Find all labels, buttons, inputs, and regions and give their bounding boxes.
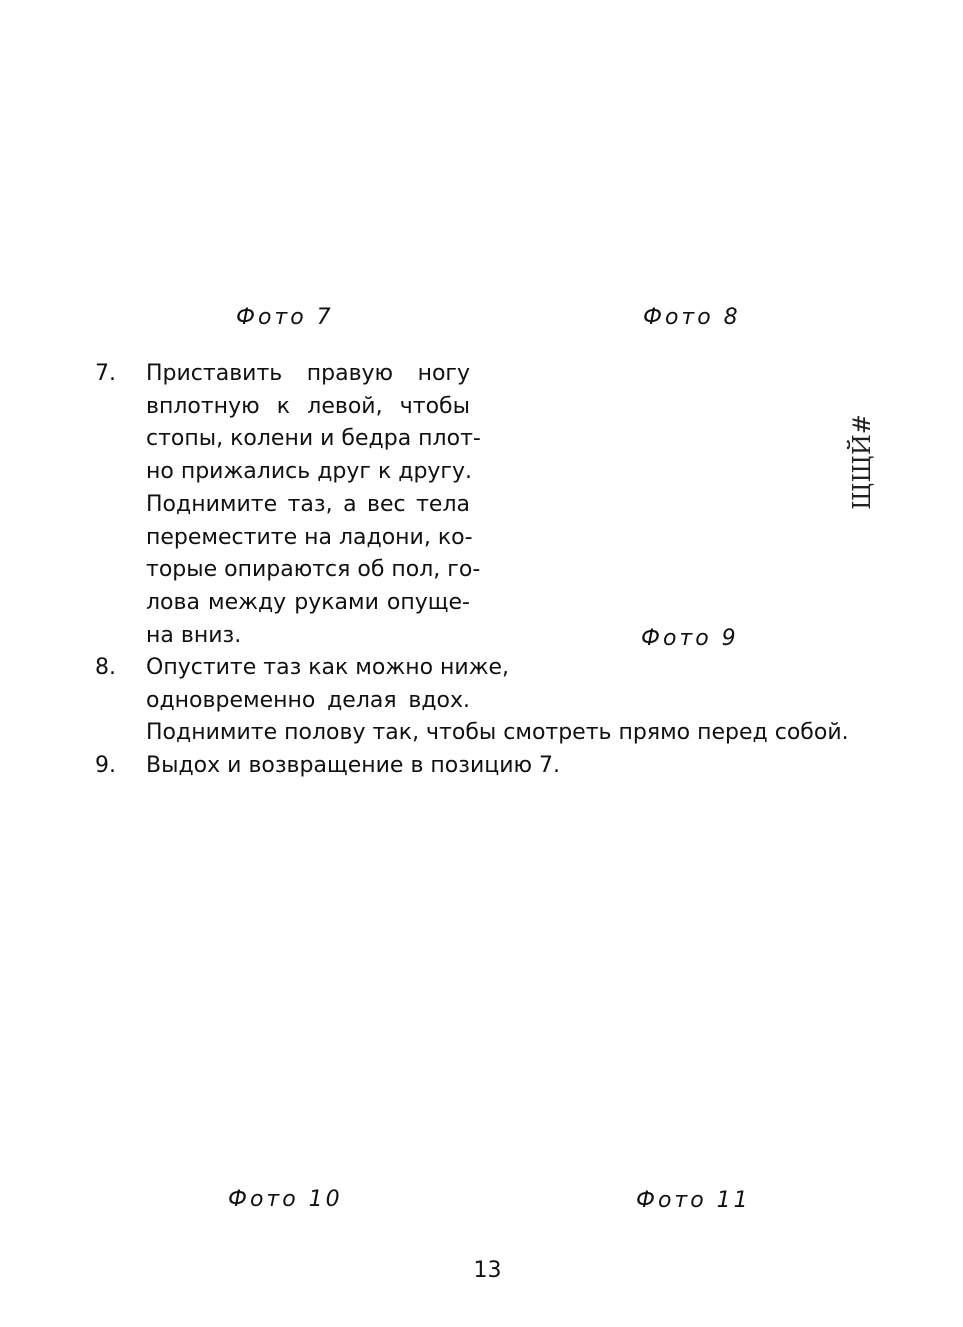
step-7-text <box>146 358 481 652</box>
step-7-line: торые опираются об пол, го- <box>146 557 481 583</box>
step-9-number: 9. <box>95 753 116 778</box>
step-7-line: переместите на ладони, ко- <box>146 524 473 550</box>
step-8-line-wide: Поднимите полову так, чтобы смотреть прямо перед собой. <box>146 720 849 745</box>
step-7-number: 7. <box>95 361 116 386</box>
page-number: 13 <box>473 1258 502 1283</box>
side-mark: ЩЩЙ# <box>848 414 876 510</box>
step-7-line: стопы, колени и бедра плот- <box>146 426 481 452</box>
photo-8-caption: Фото 8 <box>643 305 741 330</box>
step-8-text <box>146 652 510 717</box>
step-7-line: на вниз. <box>146 622 242 648</box>
step-7-line: Поднимите таз, а вес тела <box>146 491 470 517</box>
photo-9-caption: Фото 9 <box>641 626 739 651</box>
photo-7-caption: Фото 7 <box>236 305 334 330</box>
step-8-line: Опустите таз как можно ниже, <box>146 655 510 680</box>
step-7-line: но прижались друг к другу. <box>146 459 472 485</box>
step-8-number: 8. <box>95 655 116 680</box>
step-7-line: Приставить правую ногу <box>146 361 470 386</box>
step-7-line: вплотную к левой, чтобы <box>146 393 470 419</box>
step-9-text: Выдох и возвращение в позицию 7. <box>146 753 561 778</box>
step-8-line: одновременно делая вдох. <box>146 687 470 713</box>
photo-10-caption: Фото 10 <box>228 1187 343 1212</box>
step-7-line: лова между руками опуще- <box>146 589 470 615</box>
photo-11-caption: Фото 11 <box>636 1188 751 1213</box>
